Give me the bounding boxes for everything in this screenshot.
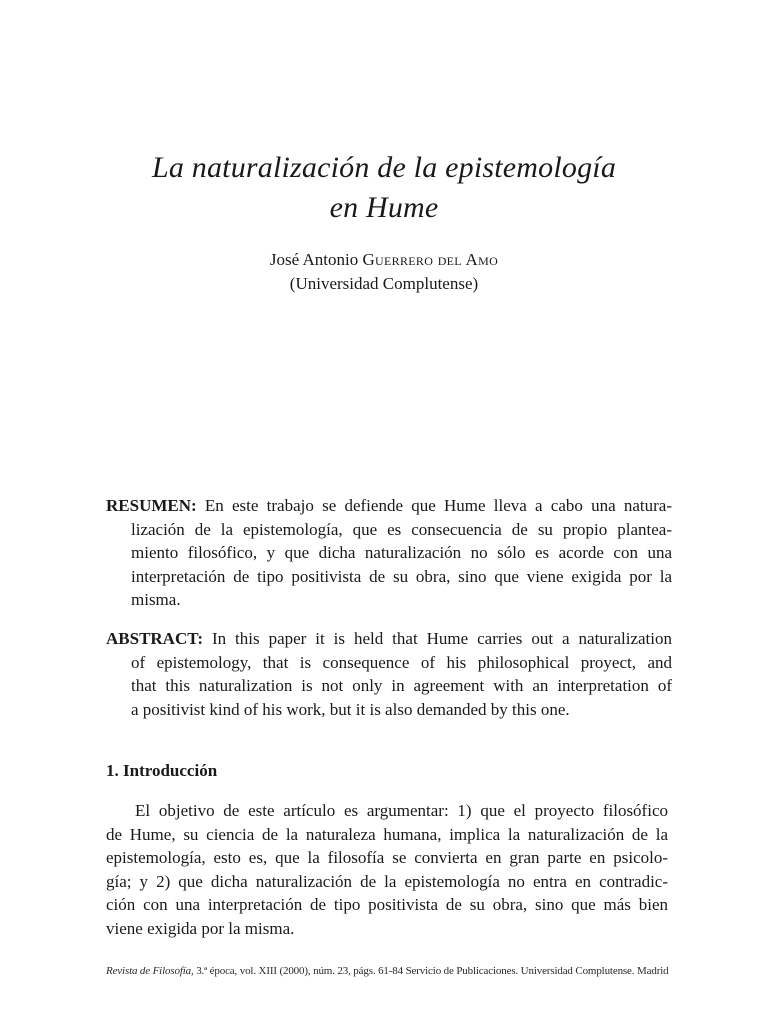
resumen-line: interpretación de tipo positivista de su obra, sino que viene exigida por la — [131, 566, 672, 586]
footer-journal: Revista de Filosofía, — [106, 965, 194, 977]
paragraph-line: ción con una interpretación de tipo positivista de su obra, sino que más bien — [106, 895, 668, 915]
section-heading: 1. Introducción — [106, 761, 218, 780]
paragraph-line: viene exigida por la misma. — [106, 918, 295, 938]
resumen-text: En este trabajo se defiende que Hume lleva a cabo una natura- — [204, 496, 673, 515]
abstract-line: that this naturalization is not only in agreement with an interpretation of — [131, 676, 672, 696]
abstract-label: ABSTRACT: — [106, 629, 203, 648]
resumen-line: misma. — [131, 590, 181, 610]
resumen-line: miento filosófico, y que dicha naturalización no sólo es acorde con una — [131, 543, 672, 563]
body-paragraph — [106, 799, 668, 941]
article-title — [0, 148, 768, 228]
resumen-label: RESUMEN: — [106, 496, 197, 515]
author-block — [0, 248, 768, 296]
resumen-block — [106, 494, 672, 612]
paragraph-line: El objetivo de este artículo es argumentar: 1) que el proyecto filosófico — [135, 801, 668, 820]
author-affiliation: (Universidad Complutense) — [289, 274, 479, 293]
paragraph-line: epistemología, esto es, que la filosofía se convierta en gran parte en psicolo- — [106, 848, 668, 868]
author-first-name: José Antonio — [269, 250, 359, 269]
article-title-line-1: La naturalización de la epistemología — [151, 151, 617, 184]
paragraph-line: de Hume, su ciencia de la naturaleza humana, implica la naturalización de la — [106, 824, 668, 844]
abstract-text: In this paper it is held that Hume carries out a naturalization — [211, 629, 672, 648]
abstract-line: a positivist kind of his work, but it is also demanded by this one. — [131, 699, 570, 719]
paragraph-line: gía; y 2) que dicha naturalización de la epistemología no entra en contradic- — [106, 871, 668, 891]
abstract-line: of epistemology, that is consequence of his philosophical proyect, and — [131, 652, 672, 672]
resumen-line: lización de la epistemología, que es consecuencia de su propio plantea- — [131, 519, 672, 539]
author-surname: Guerrero del Amo — [362, 250, 499, 269]
page-footer — [106, 964, 668, 978]
abstract-line — [106, 627, 672, 651]
author-name — [0, 248, 768, 272]
footer-details: 3.ª época, vol. XIII (2000), núm. 23, págs. 61-84 Servicio de Publicaciones. Universidad Complutense. Madrid — [196, 965, 669, 977]
resumen-line — [106, 494, 672, 518]
abstract-block — [106, 627, 672, 721]
article-title-line-2: en Hume — [329, 191, 439, 224]
